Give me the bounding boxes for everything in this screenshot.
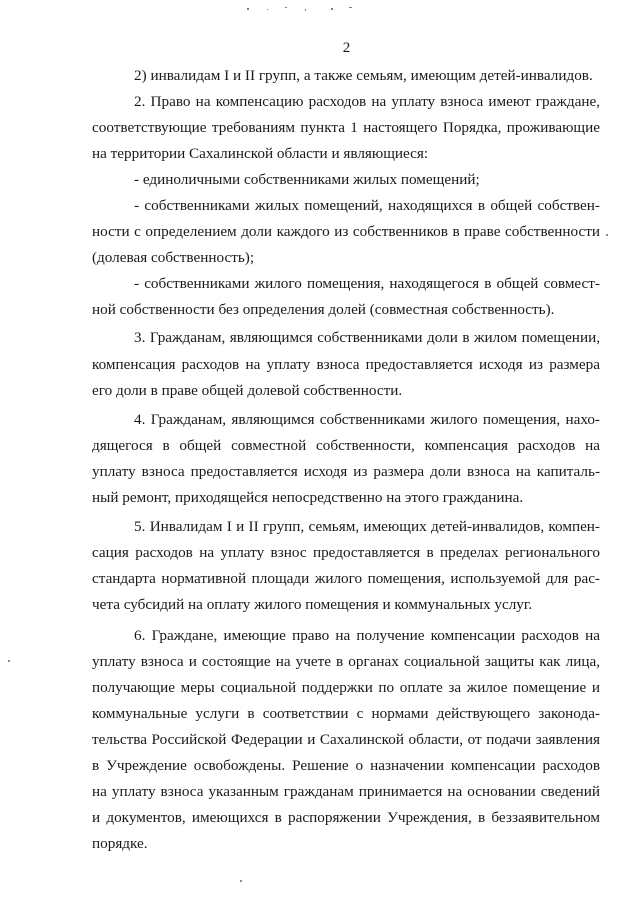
text-line: (долевая собственность); — [92, 249, 255, 267]
text-line: уплату взноса и состоящие на учете в органах социальной защиты как лица, — [92, 653, 600, 671]
text-line: чета субсидий на оплату жилого помещения и коммунальных услуг. — [92, 595, 533, 613]
text-line: на территории Сахалинской области и являющиеся: — [92, 145, 429, 163]
document-body — [92, 63, 600, 857]
text-line: 5. Инвалидам I и II групп, семьям, имеющих детей-инвалидов, компен- — [134, 517, 600, 535]
paragraph — [92, 63, 600, 89]
text-line: ной собственности без определения долей (совместная собственность). — [92, 301, 555, 319]
text-line: 4. Гражданам, являющимся собственниками жилого помещения, нахо- — [134, 410, 600, 428]
paragraph — [92, 167, 600, 193]
paragraph — [92, 623, 600, 857]
text-line: 2) инвалидам I и II групп, а также семьям, имеющим детей-инвалидов. — [134, 67, 593, 84]
text-line: коммунальные услуги в соответствии с нормами действующего законода- — [92, 705, 600, 723]
text-line: уплату взноса предоставляется исходя из размера доли взноса на капиталь- — [92, 462, 600, 480]
paragraph — [92, 514, 600, 618]
text-line: на уплату взноса указанным гражданам принимается на основании сведений — [92, 783, 600, 801]
scan-artifact — [245, 6, 365, 12]
text-line: ности с определением доли каждого из собственников в праве собственности — [92, 223, 600, 241]
paragraph — [92, 325, 600, 403]
text-line: 3. Гражданам, являющимся собственниками доли в жилом помещении, — [134, 329, 600, 347]
text-line: сация расходов на уплату взнос предоставляется в пределах регионального — [92, 543, 600, 561]
paragraph — [92, 407, 600, 511]
text-line: получающие меры социальной поддержки по оплате за жилое помещение и — [92, 679, 600, 697]
page-number: 2 — [342, 40, 351, 56]
text-line: порядке. — [92, 835, 148, 853]
paragraph — [92, 193, 600, 271]
text-line: тельства Российской Федерации и Сахалинской области, от подачи заявления — [92, 731, 600, 749]
margin-mark — [8, 660, 10, 662]
text-line: ный ремонт, приходящейся непосредственно на этого гражданина. — [92, 488, 524, 506]
text-line: компенсация расходов на уплату взноса предоставляется исходя из размера — [92, 355, 600, 373]
paragraph — [92, 89, 600, 167]
text-line: - собственниками жилых помещений, находящихся в общей собствен- — [134, 197, 600, 215]
text-line: 6. Граждане, имеющие право на получение компенсации расходов на — [134, 626, 600, 644]
text-line: дящегося в общей совместной собственности, компенсация расходов на — [92, 436, 600, 454]
text-line: его доли в праве общей долевой собственности. — [92, 381, 403, 399]
text-line: стандарта нормативной площади жилого помещения, используемой для рас- — [92, 569, 600, 587]
text-line: в Учреждение освобождены. Решение о назначении компенсации расходов — [92, 757, 600, 775]
text-line: соответствующие требованиям пункта 1 настоящего Порядка, проживающие — [92, 119, 600, 137]
margin-mark — [240, 880, 242, 882]
text-line: 2. Право на компенсацию расходов на уплату взноса имеют граждане, — [134, 93, 600, 111]
paragraph — [92, 271, 600, 323]
text-line: и документов, имеющихся в распоряжении Учреждения, в беззаявительном — [92, 809, 600, 827]
margin-mark — [606, 234, 608, 236]
text-line: - собственниками жилого помещения, находящегося в общей совмест- — [134, 275, 600, 293]
text-line: - единоличными собственниками жилых помещений; — [134, 171, 480, 189]
